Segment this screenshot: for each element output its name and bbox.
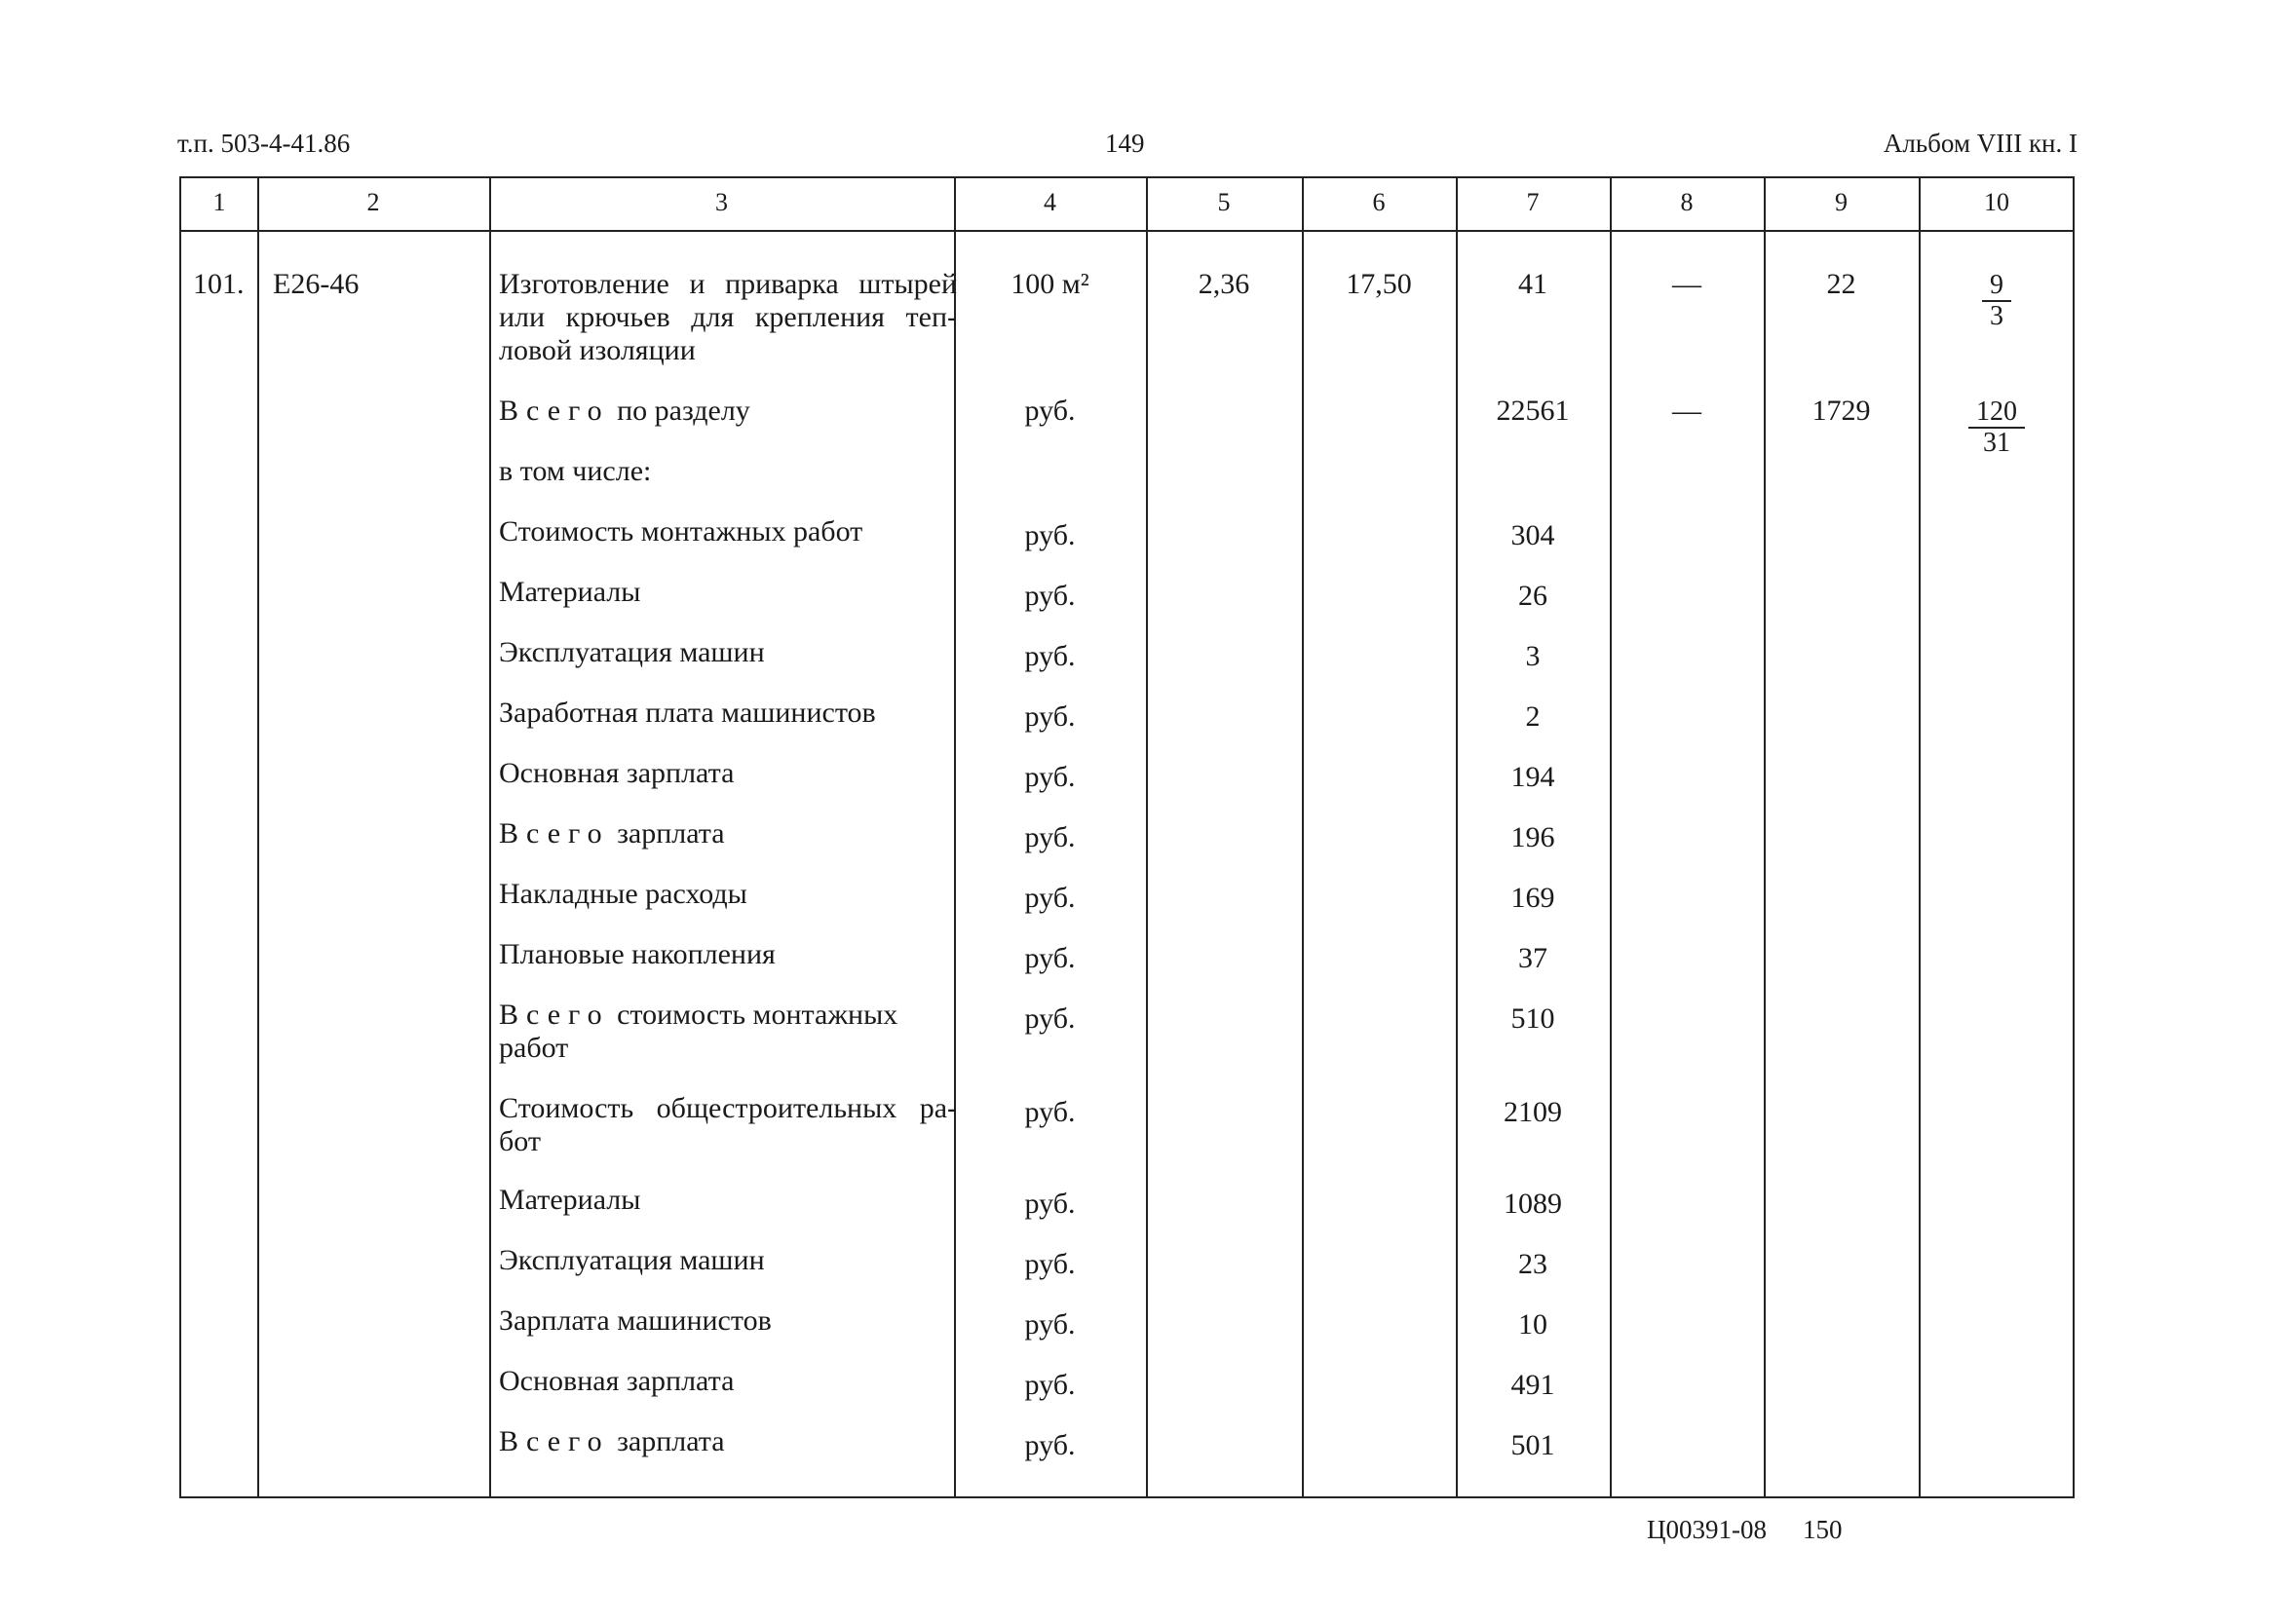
col-number: 7	[1526, 188, 1540, 216]
unit-cell: руб.	[1024, 882, 1076, 914]
detail-label: Всего зарплата	[499, 1425, 725, 1457]
col8-cell: —	[1672, 268, 1701, 300]
value-cell: 501	[1510, 1429, 1555, 1461]
value-cell: 37	[1518, 942, 1547, 974]
value-cell: 491	[1510, 1369, 1555, 1401]
total-label-spaced: Всего	[499, 395, 610, 427]
unit-cell: руб.	[1024, 700, 1076, 733]
value-cell: 10	[1518, 1308, 1547, 1341]
fraction-numerator: 120	[1968, 397, 2025, 429]
col-divider	[1610, 178, 1612, 1496]
col-divider	[1302, 178, 1304, 1496]
detail-label: Накладные расходы	[499, 878, 747, 910]
unit-cell: руб.	[1024, 395, 1076, 427]
fraction-cell	[1919, 270, 2075, 332]
doc-code-header: т.п. 503-4-41.86	[177, 129, 351, 158]
value-cell: 1089	[1504, 1188, 1562, 1220]
col-number: 5	[1217, 188, 1231, 216]
unit-cell: руб.	[1024, 942, 1076, 974]
unit-cell: руб.	[1024, 519, 1076, 551]
detail-label: Эксплуатация машин	[499, 1244, 765, 1276]
col-number: 4	[1044, 188, 1056, 216]
col-number: 3	[715, 188, 728, 216]
col9-cell: 1729	[1811, 395, 1871, 427]
value-cell: 196	[1510, 821, 1555, 853]
col-divider	[1146, 178, 1148, 1496]
value-cell: 2109	[1504, 1096, 1562, 1128]
unit-cell: руб.	[1024, 1429, 1076, 1461]
detail-label: Зарплата машинистов	[499, 1304, 772, 1337]
detail-label: Плановые накопления	[499, 938, 776, 970]
quantity-cell: 2,36	[1198, 268, 1250, 300]
col-number: 2	[366, 188, 380, 216]
value-cell: 2	[1525, 700, 1541, 733]
unit-cell: руб.	[1024, 1248, 1076, 1280]
detail-label: Основная зарплата	[499, 1365, 735, 1397]
detail-label: Материалы	[499, 1184, 641, 1216]
album-label: Альбом VIII кн. I	[1883, 129, 2078, 158]
detail-label: Эксплуатация машин	[499, 636, 765, 668]
col-number: 8	[1680, 188, 1694, 216]
detail-label: Материалы	[499, 576, 641, 608]
col-number: 9	[1835, 188, 1848, 216]
value-cell: 26	[1518, 580, 1547, 612]
unit-cell: руб.	[1024, 821, 1076, 853]
col-number: 6	[1372, 188, 1386, 216]
unit-cell: руб.	[1024, 1369, 1076, 1401]
fraction-denominator: 3	[1990, 301, 2003, 331]
total-cost-cell: 22561	[1496, 395, 1570, 427]
detail-label: Заработная плата машинистов	[499, 697, 876, 729]
col-divider	[1919, 178, 1921, 1496]
unit-cell: руб.	[1024, 1002, 1076, 1035]
detail-label: Всего зарплата	[499, 817, 725, 850]
value-cell: 3	[1525, 640, 1541, 672]
value-cell: 194	[1510, 761, 1555, 793]
footer-page-number: 150	[1803, 1515, 1843, 1544]
col-divider	[1764, 178, 1766, 1496]
unit-cell: руб.	[1024, 1096, 1076, 1128]
value-cell: 23	[1518, 1248, 1547, 1280]
document-code: Ц00391-08	[1647, 1515, 1767, 1544]
detail-label: Основная зарплата	[499, 757, 735, 789]
col-divider	[489, 178, 491, 1496]
including-label: в том числе:	[499, 455, 652, 487]
col9-cell: 22	[1826, 268, 1856, 300]
unit-price-cell: 17,50	[1346, 268, 1412, 300]
unit-cell: руб.	[1024, 1188, 1076, 1220]
col8-cell: —	[1672, 395, 1701, 427]
unit-cell: руб.	[1024, 640, 1076, 672]
estimate-table	[179, 176, 2075, 1498]
col-number: 10	[1984, 188, 2009, 216]
work-description: Изготовление и приварка штырей или крючьев для крепления теп-ловой изоляции	[499, 268, 957, 366]
unit-cell: 100 м²	[1011, 268, 1089, 300]
detail-label: Всего стоимость монтажных работ	[499, 999, 898, 1064]
section-total-label	[499, 395, 957, 428]
total-cost-cell: 41	[1518, 268, 1547, 300]
fraction-cell	[1919, 397, 2075, 459]
detail-label: Стоимость монтажных работ	[499, 515, 863, 548]
col-number: 1	[212, 188, 226, 216]
header-divider	[181, 230, 2073, 232]
value-cell: 169	[1510, 882, 1555, 914]
fraction-numerator: 9	[1982, 270, 2011, 302]
fraction-denominator: 31	[1983, 428, 2010, 458]
value-cell: 510	[1510, 1002, 1555, 1035]
detail-label: Стоимость общестроительных ра-бот	[499, 1092, 957, 1157]
total-label-text: по разделу	[617, 395, 750, 427]
page-number: 149	[1105, 129, 1145, 158]
row-number: 101.	[193, 268, 245, 300]
col-divider	[257, 178, 259, 1496]
norm-code: Е26-46	[273, 268, 360, 300]
unit-cell: руб.	[1024, 580, 1076, 612]
unit-cell: руб.	[1024, 1308, 1076, 1341]
unit-cell: руб.	[1024, 761, 1076, 793]
value-cell: 304	[1510, 519, 1555, 551]
